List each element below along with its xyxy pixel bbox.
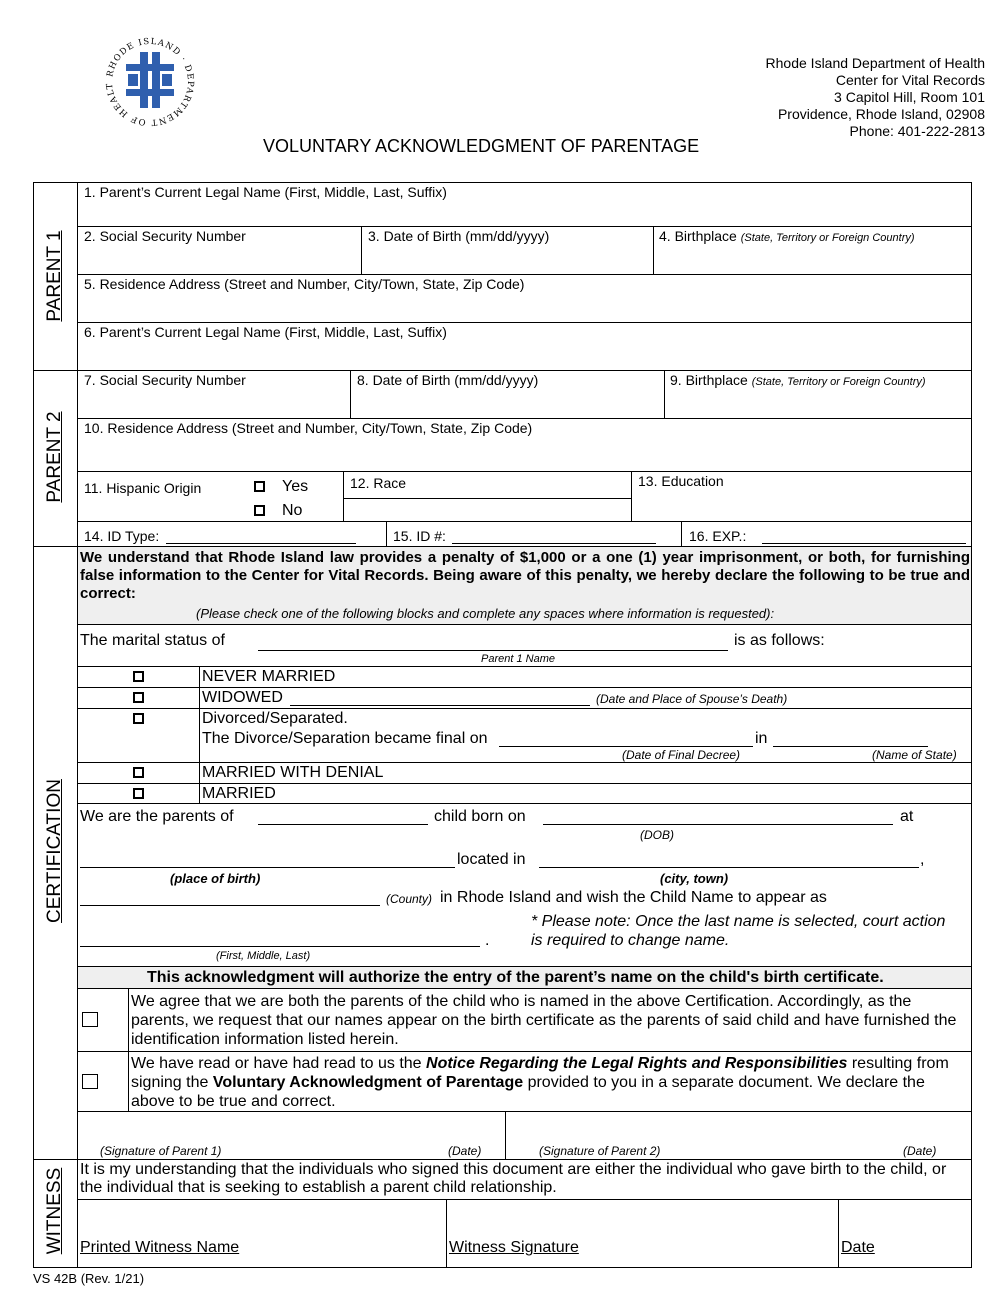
agree-checkbox[interactable]	[82, 1012, 98, 1027]
hispanic-yes-label: Yes	[282, 478, 309, 495]
agency-name: Rhode Island Department of Health	[765, 55, 985, 71]
form-id: VS 42B (Rev. 1/21)	[33, 1271, 145, 1286]
widowed-label: WIDOWED	[202, 689, 283, 706]
located-in-text: located in	[457, 851, 526, 868]
parent1-name-caption: Parent 1 Name	[481, 653, 555, 665]
note-line2: is required to change name.	[531, 932, 730, 949]
hispanic-yes-checkbox[interactable]	[254, 481, 265, 492]
birthplace-note-2: (State, Territory or Foreign Country)	[751, 376, 926, 388]
section-label-certification: CERTIFICATION	[44, 779, 65, 923]
marital-suffix: is as follows:	[734, 632, 825, 649]
read-mid: resulting from signing the	[131, 1055, 949, 1091]
place-of-birth-caption: (place of birth)	[170, 871, 261, 886]
witness-signature-field[interactable]	[447, 1200, 837, 1236]
field-dob-2[interactable]: 8. Date of Birth (mm/dd/yyyy)	[357, 372, 539, 388]
agree-statement: We agree that we are both the parents of the child who is named in the above Certification. Accordingly, as the parents, we request that our names appear on the birth certificate as the parents of said child and have furnished the identification information listed herein.	[131, 993, 957, 1048]
birthplace-label-2: 9. Birthplace	[670, 372, 748, 388]
field-dob-1[interactable]: 3. Date of Birth (mm/dd/yyyy)	[368, 228, 550, 244]
child-full-name-line[interactable]	[80, 946, 480, 947]
dob-caption: (DOB)	[640, 828, 674, 842]
agency-address	[766, 55, 985, 140]
marital-prefix: The marital status of	[80, 632, 225, 649]
witness-signature-label: Witness Signature	[449, 1239, 579, 1256]
divorce-state-line[interactable]	[773, 746, 928, 747]
birthplace-label-1: 4. Birthplace	[659, 228, 737, 244]
married-denial-label: MARRIED WITH DENIAL	[202, 764, 384, 781]
widowed-checkbox[interactable]	[133, 692, 144, 703]
agency-address-line2: Providence, Rhode Island, 02908	[777, 106, 985, 122]
place-of-birth-line[interactable]	[80, 867, 455, 868]
period-text: .	[485, 932, 490, 949]
hispanic-no-checkbox[interactable]	[254, 505, 265, 516]
section-label-parent1: PARENT 1	[44, 230, 65, 322]
id-number-label: 15. ID #:	[393, 528, 446, 544]
city-town-line[interactable]	[539, 867, 919, 868]
id-exp-line[interactable]	[762, 543, 966, 544]
divorce-final-text: The Divorce/Separation became final on	[202, 730, 488, 747]
hispanic-no-label: No	[282, 502, 303, 519]
field-ssn-1[interactable]: 2. Social Security Number	[84, 228, 246, 244]
city-town-caption: (city, town)	[660, 871, 729, 886]
id-number-line[interactable]	[452, 543, 656, 544]
field-address-2[interactable]: 10. Residence Address (Street and Number, City/Town, State, Zip Code)	[84, 420, 533, 436]
section-label-parent2: PARENT 2	[44, 411, 65, 503]
field-legal-name-2[interactable]: 6. Parent’s Current Legal Name (First, Middle, Last, Suffix)	[84, 324, 447, 340]
sig-parent2-caption: (Signature of Parent 2)	[539, 1144, 661, 1158]
witness-date-label: Date	[841, 1239, 875, 1256]
child-born-on-text: child born on	[434, 808, 526, 825]
state-caption: (Name of State)	[872, 748, 957, 762]
parent1-name-line[interactable]	[258, 650, 728, 651]
married-denial-checkbox[interactable]	[133, 767, 144, 778]
read-prefix: We have read or have had read to us the	[131, 1055, 427, 1072]
final-decree-caption: (Date of Final Decree)	[622, 748, 741, 762]
agency-phone: Phone: 401-222-2813	[849, 123, 985, 139]
field-address-1[interactable]: 5. Residence Address (Street and Number, City/Town, State, Zip Code)	[84, 276, 525, 292]
field-ssn-2[interactable]: 7. Social Security Number	[84, 372, 246, 388]
never-married-checkbox[interactable]	[133, 671, 144, 682]
field-legal-name-1[interactable]: 1. Parent’s Current Legal Name (First, Middle, Last, Suffix)	[84, 184, 447, 200]
department-seal	[96, 30, 204, 132]
divorced-label: Divorced/Separated.	[202, 710, 348, 727]
form-title: VOLUNTARY ACKNOWLEDGMENT OF PARENTAGE	[263, 136, 700, 156]
county-caption: (County)	[386, 892, 433, 906]
signature-parent2-area[interactable]	[506, 1112, 971, 1142]
witness-statement: It is my understanding that the individuals who signed this document are either the individual who gave birth to the child, or the individual that is seeking to establish a parent child relationship.	[80, 1161, 947, 1196]
county-line[interactable]	[80, 905, 380, 906]
sig-parent1-caption: (Signature of Parent 1)	[100, 1144, 222, 1158]
section-label-witness: WITNESS	[44, 1167, 65, 1255]
field-birthplace-2[interactable]	[670, 372, 926, 388]
read-notice-checkbox[interactable]	[82, 1074, 98, 1089]
field-education[interactable]: 13. Education	[638, 473, 724, 489]
read-notice-title: Notice Regarding the Legal Rights and Responsibilities	[426, 1055, 848, 1072]
divorced-checkbox[interactable]	[133, 713, 144, 724]
svg-text:RHODE ISLAND · DEPARTMENT OF H: RHODE ISLAND · DEPARTMENT OF HEALT	[104, 36, 196, 128]
sig-parent1-date-caption: (Date)	[448, 1144, 482, 1158]
agency-address-line1: 3 Capitol Hill, Room 101	[834, 89, 985, 105]
id-exp-label: 16. EXP.:	[689, 528, 747, 544]
comma-text: ,	[920, 851, 925, 868]
final-decree-line[interactable]	[499, 746, 753, 747]
id-type-label: 14. ID Type:	[84, 528, 160, 544]
instruction-text: (Please check one of the following blocks and complete any spaces where information is requested):	[196, 606, 775, 621]
signature-parent1-area[interactable]	[78, 1112, 504, 1142]
field-race[interactable]: 12. Race	[350, 475, 407, 491]
at-text: at	[900, 808, 914, 825]
child-name-caption: (First, Middle, Last)	[216, 950, 311, 962]
widowed-note: (Date and Place of Spouse’s Death)	[596, 692, 788, 706]
widowed-line[interactable]	[290, 705, 590, 706]
never-married-label: NEVER MARRIED	[202, 668, 336, 685]
penalty-statement: We understand that Rhode Island law provides a penalty of $1,000 or a one (1) year imprisonment, or both, for furnishing false information to the Center for Vital Records. Being aware of this penalty, we hereby declare the following to be true and correct:	[80, 549, 970, 602]
note-line1: * Please note: Once the last name is selected, court action	[531, 913, 946, 930]
id-type-line[interactable]	[166, 543, 356, 544]
married-label: MARRIED	[202, 785, 276, 802]
child-name-line[interactable]	[258, 824, 428, 825]
read-vap-title: Voluntary Acknowledgment of Parentage	[212, 1074, 524, 1091]
read-suffix: provided to you in a separate document. We declare the above to be true and correct.	[131, 1074, 925, 1110]
authorize-statement: This acknowledgment will authorize the entry of the parent’s name on the child's birth certificate.	[147, 969, 884, 986]
agency-center: Center for Vital Records	[835, 72, 985, 88]
sig-parent2-date-caption: (Date)	[903, 1144, 937, 1158]
parents-of-text: We are the parents of	[80, 808, 234, 825]
read-notice-statement	[131, 1054, 966, 1111]
divorce-in: in	[755, 730, 768, 747]
witness-name-field[interactable]	[78, 1200, 444, 1236]
witness-date-field[interactable]	[839, 1200, 971, 1236]
dob-line[interactable]	[543, 824, 893, 825]
field-birthplace-1[interactable]	[659, 228, 915, 244]
printed-witness-name-label: Printed Witness Name	[80, 1239, 240, 1256]
hispanic-origin-label: 11. Hispanic Origin	[84, 480, 202, 496]
child-name-appear-text: in Rhode Island and wish the Child Name to appear as	[440, 889, 827, 906]
married-checkbox[interactable]	[133, 788, 144, 799]
birthplace-note-1: (State, Territory or Foreign Country)	[740, 232, 915, 244]
